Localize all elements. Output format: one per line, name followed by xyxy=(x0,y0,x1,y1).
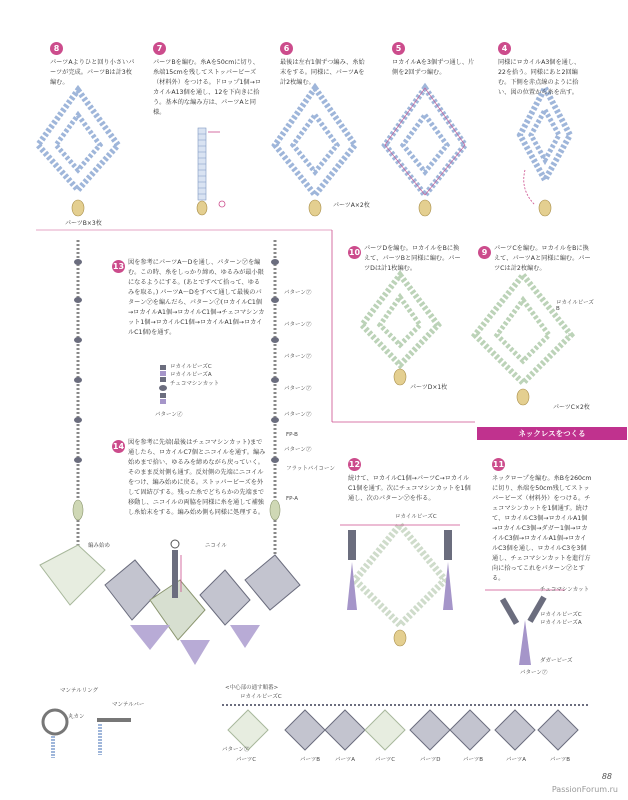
caption-maru-kan: 丸カン xyxy=(68,714,85,720)
legend13-0: ロカイルビーズC xyxy=(170,364,212,370)
step12-text: 続けて、ロカイルC1個→パーツC→ロカイルC1個を通す。次にチェコマシンカットを1個通し、次のパターン㋐を作る。 xyxy=(348,475,471,502)
legend13-beads xyxy=(159,365,167,404)
step-badge-9: 9 xyxy=(478,246,491,259)
caption-rocailleC-top: ロカイルビーズC xyxy=(240,694,282,700)
diagram-step11 xyxy=(485,590,565,665)
necklace-label-5: パターン㋐ xyxy=(284,447,312,453)
necklace-left-strand xyxy=(73,240,83,560)
necklace-label-1: パターン㋐ xyxy=(284,322,312,328)
necklace-label-fpb: FP-B xyxy=(286,432,298,438)
legend11-3: ダガービーズ xyxy=(540,658,573,664)
diagram-step12 xyxy=(340,525,460,646)
bottom-label-6: パーツA xyxy=(506,757,527,763)
legend13-1: ロカイルビーズA xyxy=(170,372,212,378)
step6-text: 最後は左右1個ずつ編み、糸始末をする。同様に、パーツAを計2枚編む。 xyxy=(280,59,365,86)
step5-text: ロカイルAを3個ずつ通し、片側を2回ずつ編む。 xyxy=(392,59,475,76)
step10-text: パーツDを編む。ロカイルをBに換えて、パーツBと同様に編む。パーツDは計1枚編む。 xyxy=(364,245,461,272)
bottom-label-2: パーツA xyxy=(335,757,356,763)
step13-text: 図を参考にパーツA〜Dを通し、パターン㋐を編む。この時、糸をしっかり締め、ゆるみが最小限になるようにする。(あとですべて拾って、ゆるみを取る。) パーツA〜Dをすべて通して最後のパターン㋐を編んだら、パターン㋑(ロカイルC1個→ロカイルA1個→ロカイルC1個→チェコマシンカット1個→ロカイルC1個→ロカイルA1個→ロカイルC1個)を通す。 xyxy=(128,259,265,336)
section-title: ネックレスをつくる xyxy=(477,427,627,440)
step11-text: ネックロープを編む。糸Bを260cmに切り、糸端を50cm残してストッパービーズ（材料外）をつける。チェコマシンカットを1個通す。続けて、ロカイルC3個→ロカイルA1個→ロカイルC3個→ダガー1個→ロカイルC3個→ロカイルA1個→ロカイルC3個を通し、ロカイルC3を3個通し、チェコマシンカットを進行方向に拾ってこれをパターン㋐とする。 xyxy=(492,475,592,582)
bottom-label-1: パーツB xyxy=(300,757,321,763)
step7-text: パーツBを編む。糸Aを50cmに切り、糸端15cmを残してストッパービーズ（材料外）をつける。ドロップ1個→ロカイルA13個を通し、12を下向きに拾う。基本的な編み方は、パーツAと同様。 xyxy=(153,59,261,116)
step-badge-4: 4 xyxy=(498,42,511,55)
diagram-step6 xyxy=(275,88,355,216)
step-badge-11: 11 xyxy=(492,460,505,469)
step9-text: パーツCを編む。ロカイルをBに換えて、パーツAと同様に編む。パーツCは計2枚編む。 xyxy=(494,245,591,272)
diagram-step8 xyxy=(38,90,118,216)
step-badge-13: 13 xyxy=(112,262,125,271)
bottom-label-0: パーツC xyxy=(236,757,257,763)
caption-partsB3: パーツB×3枚 xyxy=(65,220,102,227)
step-badge-7: 7 xyxy=(153,42,166,55)
necklace-label-2: パターン㋐ xyxy=(284,354,312,360)
bottom-label-7: パーツB xyxy=(550,757,571,763)
caption-partsD1: パーツD×1枚 xyxy=(410,384,448,391)
bottom-label-4: パーツD xyxy=(420,757,441,763)
legend11-1: ロカイルビーズC xyxy=(540,612,582,618)
watermark: PassionForum.ru xyxy=(551,785,618,794)
diagram-step9 xyxy=(475,275,571,405)
caption-partsC2: パーツC×2枚 xyxy=(553,404,590,411)
caption-pattern-a: パターン㋐ xyxy=(520,670,548,676)
necklace-bib xyxy=(40,545,300,665)
necklace-label-4: パターン㋐ xyxy=(284,412,312,418)
step-badge-8: 8 xyxy=(50,42,63,55)
caption-partsA2: パーツA×2枚 xyxy=(333,202,370,209)
step8-text: パーツAよりひと回り小さいパーツが完成。パーツBは計3枚編む。 xyxy=(50,59,135,86)
caption-mantel-bar: マンテルバー xyxy=(112,702,145,708)
label-rocailleB: ロカイルビーズB xyxy=(556,300,594,312)
diagram-step4 xyxy=(520,88,570,216)
caption-center-title: <中心部の通す順番> xyxy=(225,685,279,691)
necklace-label-0: パターン㋐ xyxy=(284,290,312,296)
step-badge-5: 5 xyxy=(392,42,405,55)
step-badge-14: 14 xyxy=(112,442,125,451)
caption-mantel-ring: マンテルリング xyxy=(60,688,99,694)
necklace-right-strand xyxy=(270,240,280,560)
step14-text: 図を参考に先端(最後はチェコマシンカット)まで通したら、ロカイルC7個とニコイルを通す。編み始めまで拾い、ゆるみを締めながら戻っていく。そのまま反対側も通す。反対側の先端にニコイルをつけ、編み始めに戻る。ストッパービーズを外して固結びする。残った糸でどちらかの先端まで移動し、ニコイルの両脇を同様に糸を通して補強し糸始末をする。編み始め側も同様に処理する。 xyxy=(128,439,266,516)
bottom-label-5: パーツB xyxy=(463,757,484,763)
caption-pattern-i: パターン㋑ xyxy=(155,412,183,418)
center-order-diagram xyxy=(222,705,590,750)
diagram-step7 xyxy=(197,128,225,215)
legend11-2: ロカイルビーズA xyxy=(540,620,582,626)
step-badge-6: 6 xyxy=(280,42,293,55)
diagram-step10 xyxy=(362,275,438,385)
caption-start: 編み始め xyxy=(88,543,111,549)
step-badge-10: 10 xyxy=(348,248,361,257)
legend13-2: チェコマシンカット xyxy=(170,381,220,387)
necklace-label-fpa: FP-A xyxy=(286,496,298,502)
bottom-pattern-label: パターン㋐ xyxy=(222,747,250,753)
clasp-diagram xyxy=(43,710,131,758)
necklace-label-flat: フラットパイコーン xyxy=(286,466,335,472)
bottom-label-3: パーツC xyxy=(375,757,396,763)
legend11-0: チェコマシンカット xyxy=(540,587,590,593)
caption-nicoil: ニコイル xyxy=(205,543,227,549)
label-rocailleC12: ロカイルビーズC xyxy=(395,514,437,520)
necklace-label-3: パターン㋐ xyxy=(284,386,312,392)
page-number: 88 xyxy=(601,772,612,781)
step4-text: 同様にロカイルA3個を通し、22を拾う。同様にあと2回編む。下側を赤点線のように拾い、図の位置から糸を出す。 xyxy=(498,59,581,96)
diagram-step5 xyxy=(385,88,465,216)
step-badge-12: 12 xyxy=(348,460,361,469)
